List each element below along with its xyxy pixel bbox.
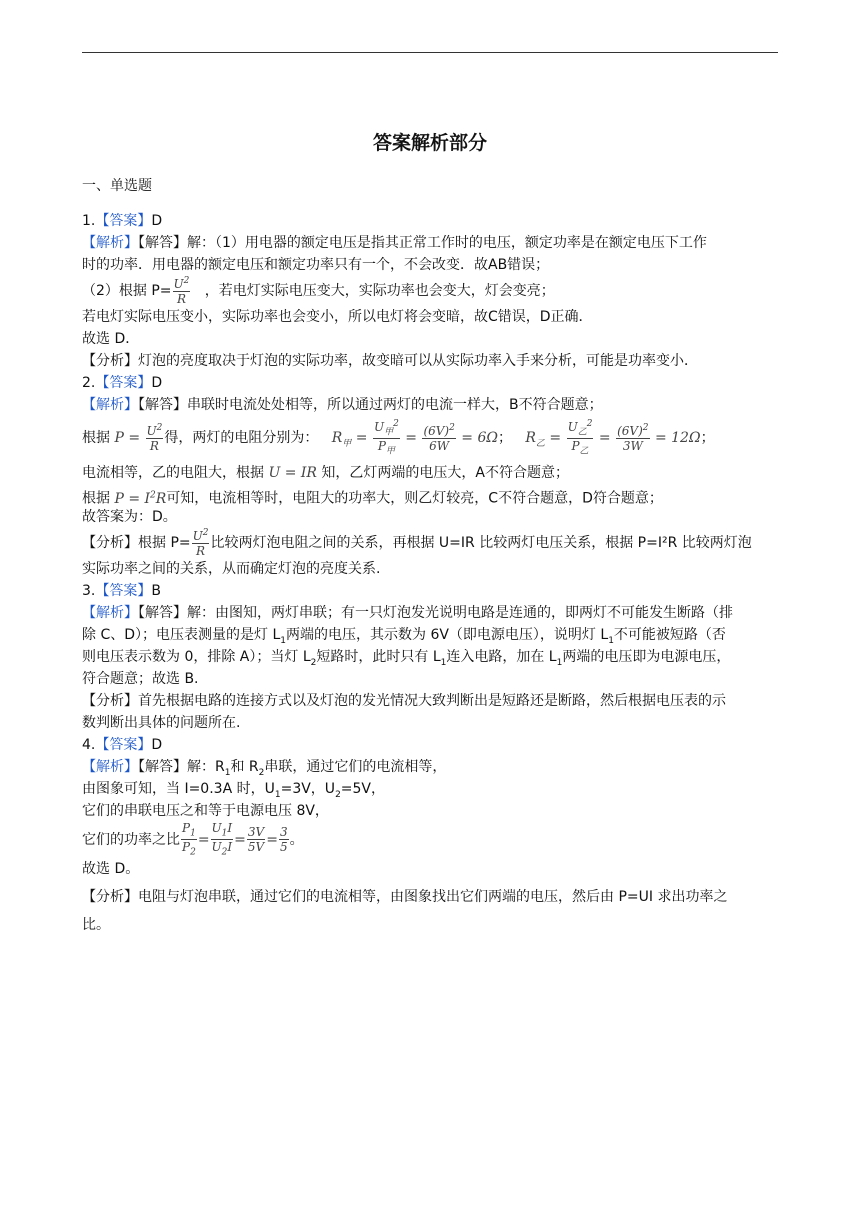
q4-explain-line-4: 它们的功率之比 $\frac{P_1}{P_2}$ = $\frac{U_1I}{U_2I}$ = $\frac{3V}{5V}$ = $\frac{3}{5}$ 。 [82, 821, 304, 858]
q3-explain-line-2: 除 C、D）；电压表测量的是灯 $L_1$两端的电压，其示数为 6V（即电源电压），说明灯 $L_1$不可能被短路（否 [82, 627, 726, 646]
q3-explain-line-3: 则电压表示数为 0，排除 A）；当灯 $L_2$短路时，此时只有 $L_1$连入电路，加在 $L_1$两端的电压即为电源电压， [82, 649, 731, 668]
q1-explain-line-4: 若电灯实际电压变小，实际功率也会变小，所以电灯将会变暗，故C错误，D正确． [82, 309, 593, 325]
q1-explain-line-5: 故选 D． [82, 331, 140, 347]
q2-explain-line-2: 根据 P = $\frac{U^2}{R}$ 得，两灯的电阻分别为： $R_甲$ = $\frac{U_甲^2}{P_甲}$ = $\frac{(6V)^2}{6W}$ = 6Ω； $R_乙$ = $\frac{U_乙^2}{P_乙}$ = $\frac{(6V)^2}{3W}$ = 12Ω； [82, 418, 715, 457]
q2-explain-line-3: 电流相等，乙的电阻大，根据 U = IR 知，乙灯两端的电压大，A不符合题意； [82, 465, 569, 481]
q2-explain-line-1: 【解析】【解答】串联时电流处处相等，所以通过两灯的电流一样大，B不符合题意； [82, 397, 603, 413]
q4-explain-line-5: 故选 D。 [82, 861, 140, 877]
q1-explain-line-2: 时的功率．用电器的额定电压和额定功率只有一个，不会改变．故AB错误； [82, 257, 550, 273]
q4-explain-line-2: 由图象可知，当 I=0.3A 时，$U_1=3V$，$U_2=5V$， [82, 781, 386, 800]
formula-r-yi: $R_乙$ = $\frac{U_乙^2}{P_乙}$ = $\frac{(6V)^2}{3W}$ = 12Ω [525, 418, 701, 457]
formula-p-u2-r: P = $\frac{U^2}{R}$ [114, 423, 163, 453]
formula-u2-over-r: $\frac{U^2}{R}$ [173, 276, 190, 306]
solve-tag: 【解答】 [138, 759, 187, 775]
answer-tag: 【答案】 [95, 737, 152, 753]
page-title: 答案解析部分 [372, 132, 487, 154]
q4-explain-line-3: 它们的串联电压之和等于电源电压 8V， [82, 803, 329, 819]
q3-explain-line-1: 【解析】【解答】解：由图知，两灯串联；有一只灯泡发光说明电路是连通的，即两灯不可能发生断路（排 [82, 605, 733, 621]
q1-explain-line-3: （2）根据 P= $\frac{U^2}{R}$ ，若电灯实际电压变大，实际功率也会变大，灯会变亮； [82, 276, 555, 306]
q3-answer-line: 3.【答案】B [82, 583, 161, 599]
explain-tag: 【解析】 [82, 759, 138, 775]
solve-tag: 【解答】 [138, 605, 187, 621]
q2-explain-line-4: 根据 $P = I^2R$可知，电流相等时，电阻大的功率大，则乙灯较亮，C不符合题意，D符合题意； [82, 490, 663, 507]
q1-answer: D [151, 213, 163, 229]
analysis-tag: 【分析】 [82, 693, 138, 709]
formula-u-ir: U = IR [264, 465, 322, 481]
formula-power-ratio: $\frac{P_1}{P_2}$ = $\frac{U_1I}{U_2I}$ = $\frac{3V}{5V}$ = $\frac{3}{5}$ [182, 821, 288, 858]
q2-answer-line: 2.【答案】D [82, 375, 163, 391]
q1-explain-line-1: 【解析】【解答】解：（1）用电器的额定电压是指其正常工作时的电压，额定功率是在额定电压下工作 [82, 235, 707, 251]
analysis-tag: 【分析】 [82, 889, 138, 905]
explain-tag: 【解析】 [82, 235, 138, 251]
formula-r-jia: $R_甲$ = $\frac{U_甲^2}{P_甲}$ = $\frac{(6V)^2}{6W}$ = 6Ω [331, 418, 499, 457]
formula-p-i2r: $P = I^2R$ [110, 490, 167, 507]
answer-tag: 【答案】 [95, 375, 152, 391]
analysis-tag: 【分析】 [82, 353, 138, 369]
explain-tag: 【解析】 [82, 605, 138, 621]
q4-answer-line: 4.【答案】D [82, 737, 163, 753]
answer-tag: 【答案】 [95, 583, 152, 599]
section-title: 一、单选题 [82, 178, 152, 194]
q3-answer: B [151, 583, 161, 599]
q2-analysis-line-2: 实际功率之间的关系，从而确定灯泡的亮度关系. [82, 561, 381, 577]
q4-analysis-line-2: 比。 [82, 917, 110, 933]
answer-content [82, 210, 782, 936]
q2-answer: D [151, 375, 163, 391]
answer-tag: 【答案】 [95, 213, 152, 229]
q3-analysis-line-1: 【分析】首先根据电路的连接方式以及灯泡的发光情况大致判断出是短路还是断路，然后根据电压表的示 [82, 693, 726, 709]
q2-explain-line-5: 故答案为：D。 [82, 509, 177, 525]
solve-tag: 【解答】 [138, 397, 187, 413]
q3-analysis-line-2: 数判断出具体的问题所在. [82, 715, 241, 731]
q3-explain-line-4: 符合题意；故选 B. [82, 671, 199, 687]
solve-tag: 【解答】 [138, 235, 187, 251]
formula-u2-over-r: $\frac{U^2}{R}$ [192, 528, 209, 558]
q4-analysis-line-1: 【分析】电阻与灯泡串联，通过它们的电流相等，由图象找出它们两端的电压，然后由 P=UI 求出功率之 [82, 889, 728, 905]
q4-answer: D [151, 737, 163, 753]
q1-analysis-line: 【分析】灯泡的亮度取决于灯泡的实际功率，故变暗可以从实际功率入手来分析，可能是功率变小． [82, 353, 698, 369]
q1-answer-line: 1.【答案】D [82, 213, 163, 229]
explain-tag: 【解析】 [82, 397, 138, 413]
q4-explain-line-1: 【解析】【解答】解：$R_1$和 $R_2$串联，通过它们的电流相等， [82, 759, 447, 778]
q2-analysis-line-1: 【分析】根据 P= $\frac{U^2}{R}$ 比较两灯泡电阻之间的关系，再根据 U=IR 比较两灯电压关系，根据 P=I²R 比较两灯泡 [82, 528, 752, 558]
header-rule [82, 52, 778, 53]
analysis-tag: 【分析】 [82, 535, 138, 551]
